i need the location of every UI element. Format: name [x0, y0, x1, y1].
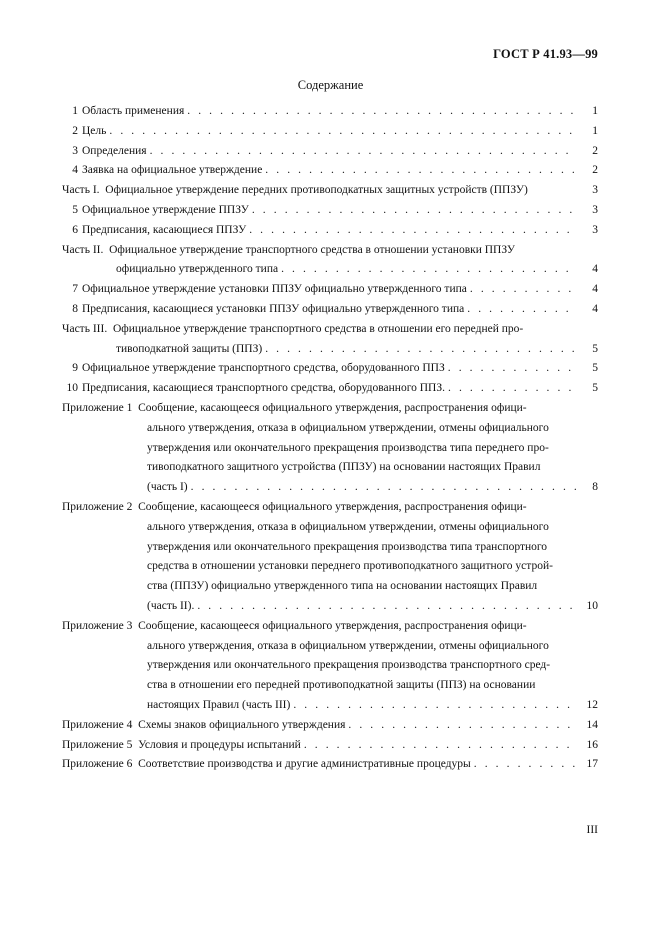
entry-page: 5	[592, 382, 598, 395]
dot-leader	[304, 736, 576, 756]
entry-page: 16	[586, 738, 598, 751]
dot-leader	[467, 300, 576, 320]
entry-title: Заявка на официальное утверждение	[82, 164, 263, 177]
appendix-title-line: ального утверждения, отказа в официальном утверждении, отмены официального	[147, 520, 549, 533]
appendix-title-line: Сообщение, касающееся официального утверждения, распространения офици-	[138, 500, 527, 513]
part-title-line-2: официально утвержденного типа	[116, 263, 279, 276]
dot-leader	[249, 221, 576, 241]
dot-leader	[470, 280, 576, 300]
entry-number: 3	[72, 144, 78, 157]
entry-title: Предписания, касающиеся установки ППЗУ официально утвержденного типа	[82, 302, 465, 315]
toc-entry-8	[62, 300, 598, 320]
toc-entry-4	[62, 161, 598, 181]
appendix-title-line: тивоподкатного защитного устройства (ППЗУ) на основании настоящих Правил	[147, 461, 541, 474]
entry-page: 3	[592, 184, 598, 197]
entry-page: 5	[592, 362, 598, 375]
entry-number: 9	[72, 362, 78, 375]
appendix-label: Приложение 1	[62, 401, 133, 414]
entry-number: 5	[72, 203, 78, 216]
entry-page: 4	[592, 263, 598, 276]
appendix-title: Соответствие производства и другие административные процедуры	[138, 758, 471, 771]
entry-page: 8	[592, 481, 598, 494]
entry-title: Официальное утверждение ППЗУ	[82, 203, 249, 216]
table-of-contents	[62, 102, 598, 775]
dot-leader	[265, 340, 576, 360]
toc-entry-10	[62, 379, 598, 399]
appendix-title-line: ального утверждения, отказа в официальном утверждении, отмены официального	[147, 639, 549, 652]
appendix-title-line: ального утверждения, отказа в официальном утверждении, отмены официального	[147, 421, 549, 434]
appendix-label: Приложение 5	[62, 738, 133, 751]
entry-page: 10	[586, 599, 598, 612]
dot-leader	[293, 696, 576, 716]
toc-entry-5	[62, 201, 598, 221]
dot-leader	[252, 201, 576, 221]
entry-page: 2	[592, 164, 598, 177]
entry-number: 8	[72, 302, 78, 315]
toc-part-1	[62, 181, 598, 201]
toc-part-2	[62, 241, 598, 281]
part-title-line-1: Официальное утверждение транспортного средства в отношении его передней про-	[112, 322, 524, 335]
appendix-title-line: утверждения или окончательного прекращения производства транспортного сред-	[147, 659, 551, 672]
entry-title: Область применения	[82, 105, 185, 117]
entry-page: 5	[592, 342, 598, 355]
part-label: Часть I.	[62, 184, 100, 197]
page-title: Содержание	[297, 78, 364, 92]
dot-leader	[197, 597, 576, 617]
entry-page: 3	[592, 223, 598, 236]
entry-page: 4	[592, 302, 598, 315]
entry-number: 4	[72, 164, 78, 177]
entry-title: Предписания, касающиеся ППЗУ	[82, 223, 247, 236]
dot-leader	[150, 142, 576, 162]
entry-page: 12	[586, 698, 598, 711]
entry-number: 7	[72, 283, 78, 296]
appendix-title-line: (часть I)	[147, 481, 188, 494]
part-label: Часть III.	[62, 322, 108, 335]
dot-leader	[109, 122, 576, 142]
dot-leader	[281, 260, 576, 280]
entry-title: Официальное утверждение транспортного средства, оборудованного ППЗ	[82, 362, 445, 375]
dot-leader	[265, 161, 576, 181]
entry-page: 17	[586, 758, 598, 771]
entry-page: 2	[592, 144, 598, 157]
appendix-title-line: утверждения или окончательного прекращения производства типа переднего про-	[147, 441, 549, 454]
document-code: ГОСТ Р 41.93—99	[493, 47, 598, 61]
appendix-title-line: ства (ППЗУ) официально утвержденного типа на основании настоящих Правил	[147, 580, 538, 593]
part-title-line-1: Официальное утверждение транспортного средства в отношении установки ППЗУ	[109, 243, 515, 256]
toc-appendix-4	[62, 716, 598, 736]
dot-leader	[448, 359, 576, 379]
part-title: Официальное утверждение передних противоподкатных защитных устройств (ППЗУ)	[105, 184, 528, 197]
dot-leader	[474, 755, 576, 775]
appendix-label: Приложение 2	[62, 500, 133, 513]
entry-title: Цель	[82, 124, 107, 137]
dot-leader	[187, 102, 576, 122]
appendix-label: Приложение 6	[62, 758, 133, 771]
appendix-title-line: ства в отношении его передней противоподкатной защиты (ППЗ) на основании	[147, 679, 536, 692]
toc-appendix-6	[62, 755, 598, 775]
entry-title: Предписания, касающиеся транспортного средства, оборудованного ППЗ.	[82, 382, 445, 395]
page-number: III	[586, 824, 598, 836]
appendix-title-line: настоящих Правил (часть III)	[147, 698, 291, 711]
appendix-label: Приложение 4	[62, 718, 133, 731]
toc-entry-3	[62, 142, 598, 162]
appendix-title: Схемы знаков официального утверждения	[138, 718, 346, 731]
appendix-title-line: Сообщение, касающееся официального утверждения, распространения офици-	[138, 401, 527, 414]
entry-title: Официальное утверждение установки ППЗУ официально утвержденного типа	[82, 283, 467, 296]
entry-number: 1	[72, 105, 78, 117]
entry-page: 1	[592, 124, 598, 137]
dot-leader	[348, 716, 576, 736]
toc-entry-9	[62, 359, 598, 379]
entry-page: 14	[586, 718, 598, 731]
appendix-title-line: утверждения или окончательного прекращения производства типа транспортного	[147, 540, 548, 553]
part-title-line-2: тивоподкатной защиты (ППЗ)	[116, 342, 263, 355]
part-label: Часть II.	[62, 243, 104, 256]
toc-entry-6	[62, 221, 598, 241]
toc-part-3	[62, 320, 598, 360]
entry-page: 4	[592, 283, 598, 296]
appendix-title-line: Сообщение, касающееся официального утверждения, распространения офици-	[138, 619, 527, 632]
dot-leader	[448, 379, 576, 399]
toc-entry-1	[62, 102, 598, 122]
appendix-title-line: (часть II).	[147, 599, 195, 612]
toc-appendix-5	[62, 736, 598, 756]
appendix-label: Приложение 3	[62, 619, 133, 632]
entry-page: 3	[592, 203, 598, 216]
entry-number: 6	[72, 223, 78, 236]
entry-page: 1	[592, 105, 598, 117]
entry-number: 2	[72, 124, 78, 137]
toc-appendix-3	[62, 617, 598, 716]
entry-title: Определения	[82, 144, 147, 157]
toc-appendix-1	[62, 399, 598, 498]
appendix-title-line: средства в отношении установки переднего противоподкатного защитного устрой-	[147, 560, 553, 573]
toc-appendix-2	[62, 498, 598, 617]
toc-entry-7	[62, 280, 598, 300]
dot-leader	[191, 478, 576, 498]
entry-number: 10	[66, 382, 78, 395]
appendix-title: Условия и процедуры испытаний	[138, 738, 301, 751]
toc-entry-2	[62, 122, 598, 142]
